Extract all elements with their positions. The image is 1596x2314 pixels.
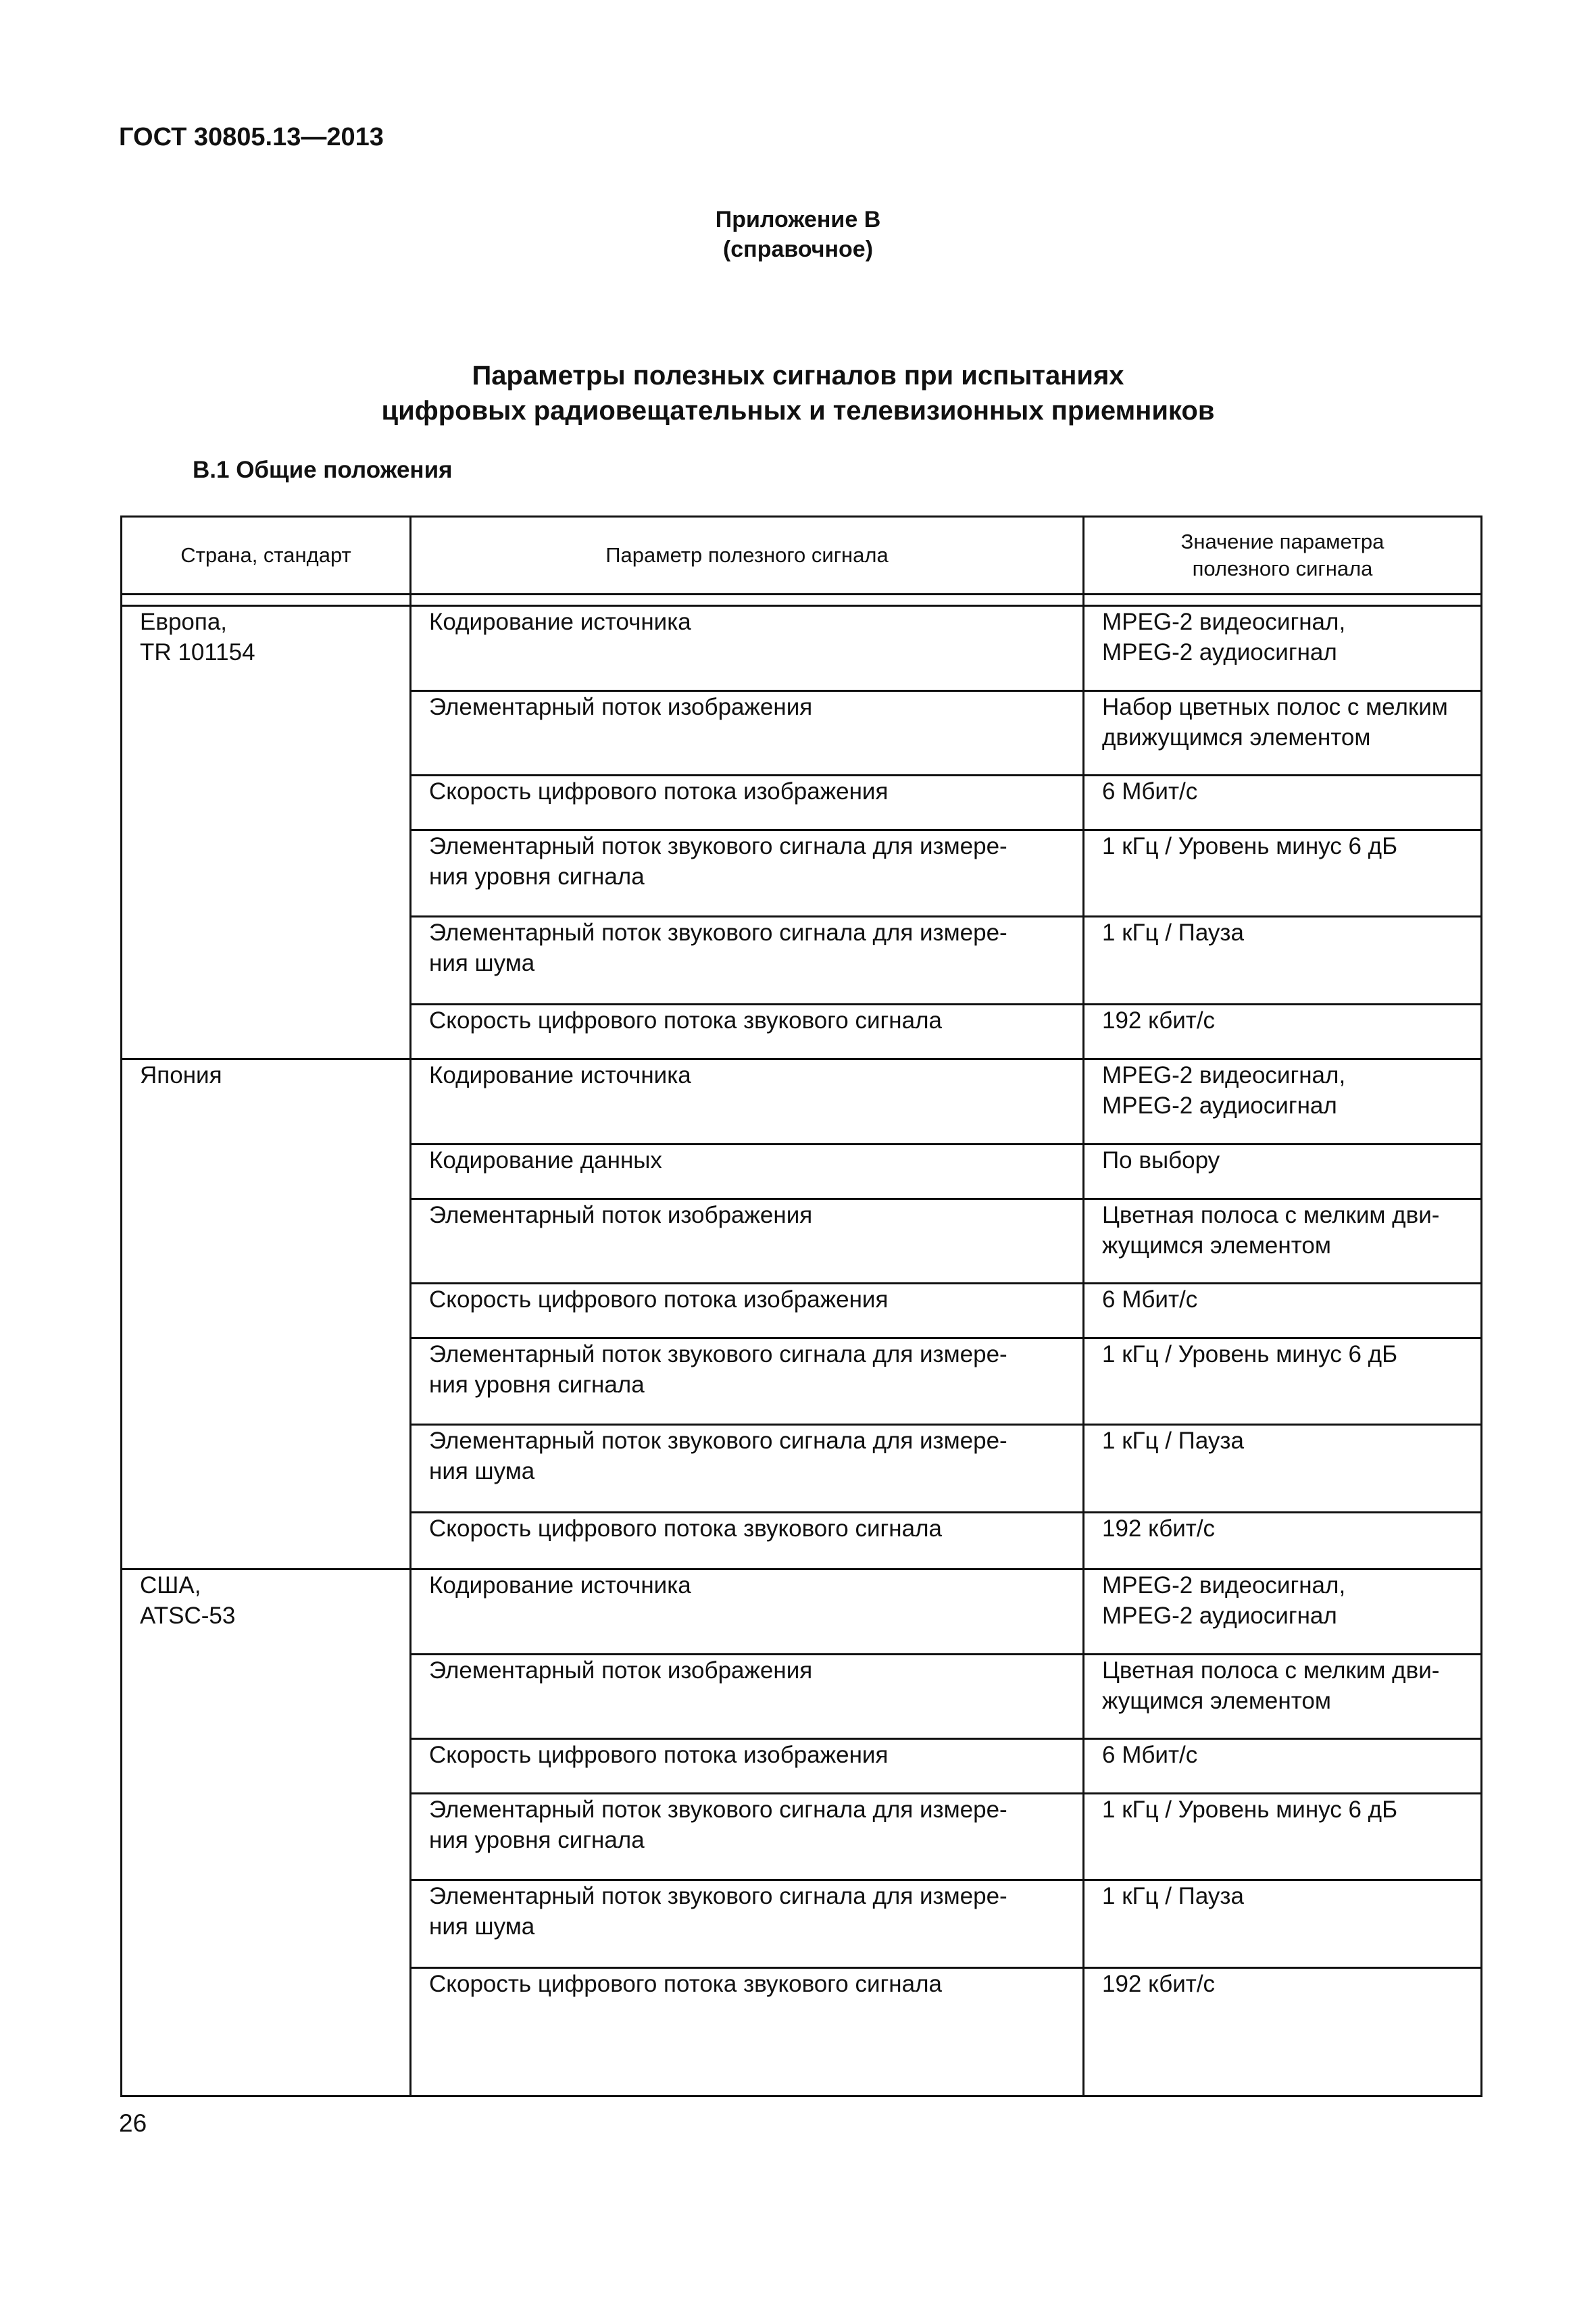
value-text: жущимся элементом (1102, 1688, 1331, 1714)
parameter-text: Элементарный поток звукового сигнала для измере- (429, 1796, 1007, 1823)
value-text: MPEG-2 аудиосигнал (1102, 1092, 1337, 1119)
parameter-cell (411, 1338, 1084, 1425)
table-body (122, 606, 1482, 2096)
value-text: MPEG-2 видеосигнал, (1102, 1572, 1346, 1599)
parameter-text: Элементарный поток изображения (429, 1202, 813, 1228)
value-text: Цветная полоса с мелким дви- (1102, 1657, 1440, 1684)
parameter-cell (411, 776, 1084, 830)
parameter-text: Кодирование данных (429, 1147, 662, 1174)
value-text: 6 Мбит/с (1102, 1742, 1198, 1768)
value-cell (1084, 1338, 1482, 1425)
value-text: 192 кбит/с (1102, 1007, 1216, 1034)
parameter-cell (411, 606, 1084, 691)
value-text: 1 кГц / Пауза (1102, 920, 1244, 946)
parameter-text: Элементарный поток звукового сигнала для измере- (429, 833, 1007, 859)
value-text: Набор цветных полос с мелким (1102, 694, 1448, 720)
country-text: ATSC-53 (140, 1603, 236, 1629)
table-row (122, 1569, 1482, 1655)
parameter-cell (411, 1284, 1084, 1338)
signal-parameters-table (120, 515, 1482, 2097)
parameter-text: ния шума (429, 1458, 535, 1484)
value-text: 6 Мбит/с (1102, 778, 1198, 805)
parameter-text: Скорость цифрового потока изображения (429, 1286, 889, 1313)
parameter-cell (411, 1569, 1084, 1655)
section-heading: В.1 Общие положения (193, 457, 453, 483)
country-text: США, (140, 1572, 201, 1599)
header-gap (122, 595, 1482, 606)
value-cell (1084, 1425, 1482, 1513)
parameter-text: ния шума (429, 1913, 535, 1940)
parameter-text: Кодирование источника (429, 609, 691, 635)
parameter-text: Скорость цифрового потока звукового сигнала (429, 1515, 942, 1542)
parameter-cell (411, 1145, 1084, 1199)
table-row (122, 1059, 1482, 1145)
parameter-text: Кодирование источника (429, 1572, 691, 1599)
value-cell (1084, 1145, 1482, 1199)
value-text: MPEG-2 видеосигнал, (1102, 609, 1346, 635)
value-cell (1084, 606, 1482, 691)
column-header-value-line-2: полезного сигнала (1192, 557, 1373, 580)
value-cell (1084, 1655, 1482, 1739)
country-text: Япония (140, 1062, 222, 1088)
value-cell (1084, 830, 1482, 917)
parameter-cell (411, 1794, 1084, 1880)
value-text: 192 кбит/с (1102, 1971, 1216, 1997)
parameter-text: Элементарный поток звукового сигнала для измере- (429, 920, 1007, 946)
column-header-value-line-1: Значение параметра (1180, 530, 1385, 553)
value-cell (1084, 1794, 1482, 1880)
value-text: По выбору (1102, 1147, 1220, 1174)
parameter-cell (411, 691, 1084, 776)
appendix-type: (справочное) (722, 236, 874, 262)
country-cell (122, 1569, 411, 2096)
parameter-text: ния уровня сигнала (429, 1827, 645, 1853)
table-row (122, 606, 1482, 691)
value-text: 1 кГц / Уровень минус 6 дБ (1102, 833, 1398, 859)
parameter-cell (411, 1655, 1084, 1739)
parameter-text: Элементарный поток звукового сигнала для измере- (429, 1883, 1007, 1909)
parameter-text: Кодирование источника (429, 1062, 691, 1088)
value-cell (1084, 776, 1482, 830)
column-header-country: Страна, стандарт (122, 517, 411, 595)
parameter-text: Скорость цифрового потока изображения (429, 1742, 889, 1768)
parameter-cell (411, 1513, 1084, 1569)
value-cell (1084, 1569, 1482, 1655)
value-text: 6 Мбит/с (1102, 1286, 1198, 1313)
value-cell (1084, 1005, 1482, 1059)
country-text: Европа, (140, 609, 228, 635)
value-text: движущимся элементом (1102, 724, 1371, 751)
parameter-cell (411, 917, 1084, 1005)
parameter-text: Элементарный поток звукового сигнала для измере- (429, 1341, 1007, 1367)
value-text: MPEG-2 видеосигнал, (1102, 1062, 1346, 1088)
value-cell (1084, 917, 1482, 1005)
value-cell (1084, 1199, 1482, 1284)
parameter-text: ния шума (429, 950, 535, 976)
value-cell (1084, 1968, 1482, 2096)
value-text: 1 кГц / Уровень минус 6 дБ (1102, 1796, 1398, 1823)
country-cell (122, 1059, 411, 1569)
value-cell (1084, 1739, 1482, 1794)
value-text: 1 кГц / Уровень минус 6 дБ (1102, 1341, 1398, 1367)
column-header-parameter: Параметр полезного сигнала (411, 517, 1084, 595)
parameter-cell (411, 1880, 1084, 1968)
parameter-text: Элементарный поток изображения (429, 694, 813, 720)
value-cell (1084, 1284, 1482, 1338)
parameter-cell (411, 830, 1084, 917)
parameter-text: Скорость цифрового потока звукового сигнала (429, 1007, 942, 1034)
value-cell (1084, 1059, 1482, 1145)
parameter-cell (411, 1005, 1084, 1059)
country-cell (122, 606, 411, 1059)
parameter-text: Элементарный поток звукового сигнала для измере- (429, 1428, 1007, 1454)
parameter-text: Элементарный поток изображения (429, 1657, 813, 1684)
value-text: жущимся элементом (1102, 1232, 1331, 1259)
country-text: TR 101154 (140, 639, 255, 665)
value-cell (1084, 1880, 1482, 1968)
parameter-text: ния уровня сигнала (429, 863, 645, 890)
parameter-cell (411, 1739, 1084, 1794)
value-text: Цветная полоса с мелким дви- (1102, 1202, 1440, 1228)
parameter-text: ния уровня сигнала (429, 1372, 645, 1398)
column-header-value (1084, 517, 1482, 595)
value-text: 192 кбит/с (1102, 1515, 1216, 1542)
parameter-cell (411, 1425, 1084, 1513)
value-cell (1084, 691, 1482, 776)
document-code: ГОСТ 30805.13—2013 (119, 123, 384, 151)
page-title-line-2: цифровых радиовещательных и телевизионных приемников (381, 396, 1215, 426)
parameter-text: Скорость цифрового потока звукового сигнала (429, 1971, 942, 1997)
value-text: MPEG-2 аудиосигнал (1102, 1603, 1337, 1629)
parameter-cell (411, 1199, 1084, 1284)
parameter-cell (411, 1968, 1084, 2096)
value-cell (1084, 1513, 1482, 1569)
parameter-cell (411, 1059, 1084, 1145)
value-text: 1 кГц / Пауза (1102, 1883, 1244, 1909)
appendix-name: Приложение В (715, 207, 881, 232)
page-title-line-1: Параметры полезных сигналов при испытаниях (472, 361, 1124, 391)
parameter-text: Скорость цифрового потока изображения (429, 778, 889, 805)
value-text: 1 кГц / Пауза (1102, 1428, 1244, 1454)
page-number: 26 (119, 2109, 147, 2137)
value-text: MPEG-2 аудиосигнал (1102, 639, 1337, 665)
